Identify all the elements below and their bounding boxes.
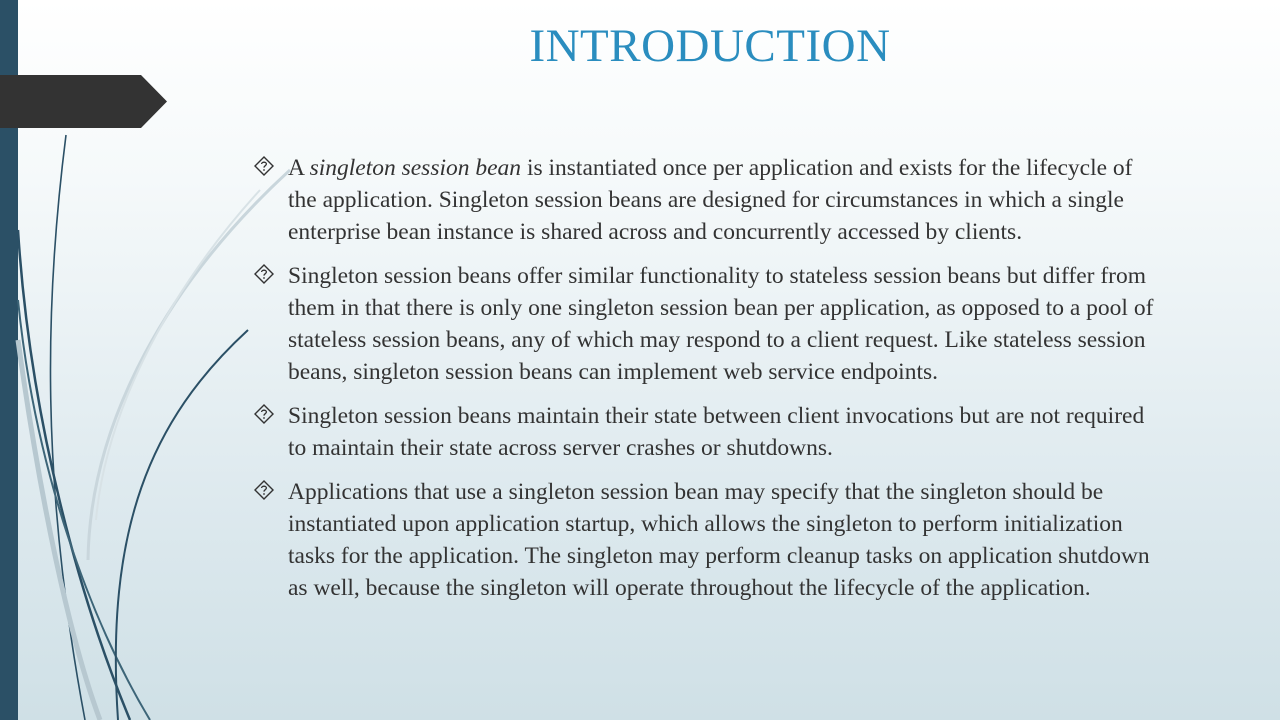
slide-content — [254, 152, 1154, 616]
diamond-question-bullet-icon — [254, 480, 274, 500]
slide-title: INTRODUCTION — [529, 20, 891, 72]
bullet-text: is instantiated once per application and exists for the lifecycle of the application. Singleton session beans are designed for circumstances in which a single enterprise bean instance is shared across and concurrently accessed by clients. — [288, 155, 1133, 245]
diamond-question-bullet-icon — [254, 264, 274, 284]
bullet-item — [254, 260, 1154, 388]
bullet-lead: A — [288, 155, 310, 181]
bullet-text: Applications that use a singleton session bean may specify that the singleton should be instantiated upon application startup, which allows the singleton to perform initialization tasks for the application. The singleton may perform cleanup tasks on application shutdown as well, because the singleton will operate throughout the lifecycle of the application. — [288, 479, 1150, 601]
bullet-item — [254, 400, 1154, 464]
title-tab-arrow — [0, 75, 167, 128]
bullet-text: Singleton session beans offer similar functionality to stateless session beans but differ from them in that there is only one singleton session bean per application, as opposed to a pool of stateless session beans, any of which may respond to a client request. Like stateless session beans, singleton session beans can implement web service endpoints. — [288, 263, 1154, 385]
diamond-question-bullet-icon — [254, 156, 274, 176]
bullet-item — [254, 476, 1154, 604]
bullet-item — [254, 152, 1154, 248]
bullet-text: Singleton session beans maintain their state between client invocations but are not required to maintain their state across server crashes or shutdowns. — [288, 403, 1145, 461]
diamond-question-bullet-icon — [254, 404, 274, 424]
bullet-list — [254, 152, 1154, 604]
bullet-emphasis: singleton session bean — [309, 155, 522, 181]
